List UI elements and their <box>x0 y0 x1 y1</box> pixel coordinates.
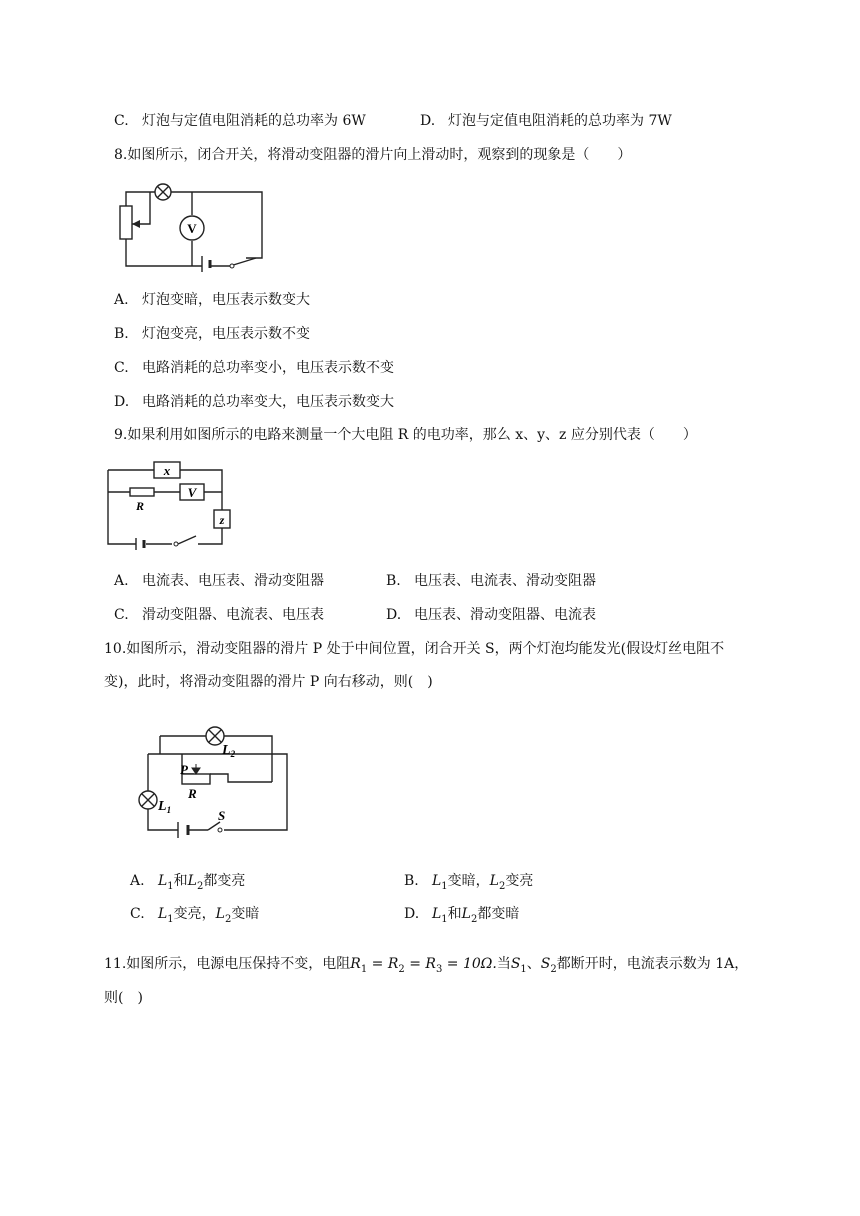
option-label: D. <box>404 906 420 922</box>
option-label: D. <box>420 113 436 129</box>
q10-option-b[interactable] <box>404 871 533 897</box>
q10-slider-arrow <box>192 764 200 774</box>
option-label: A. <box>114 292 129 308</box>
q10-s-label: S <box>218 808 226 823</box>
option-label: C. <box>114 113 129 129</box>
var-l: L <box>187 873 197 889</box>
sub: 2 <box>470 913 478 925</box>
sub: 2 <box>196 880 204 892</box>
q9-y-label: V <box>187 485 197 500</box>
text: 和 <box>173 873 188 889</box>
q7-option-d[interactable] <box>420 111 672 131</box>
q8-stem: 8.如图所示，闭合开关，将滑动变阻器的滑片向上滑动时，观察到的现象是（ ） <box>114 147 632 163</box>
var-l: L <box>489 873 499 889</box>
q9-r-label: R <box>135 499 145 513</box>
q7-option-c[interactable] <box>114 111 366 131</box>
sub: 1 <box>167 880 174 892</box>
var-l: L <box>215 906 225 922</box>
q9-stem: 9.如果利用如图所示的电路来测量一个大电阻 R 的电功率，那么 x、y、z 应分别代表（ ） <box>114 427 697 443</box>
var-l: L <box>158 873 168 889</box>
sub: 2 <box>550 963 557 975</box>
sub: 1 <box>167 913 174 925</box>
text: 变暗 <box>231 906 260 922</box>
q10-lamp-l1-icon <box>139 791 157 809</box>
sub: 3 <box>435 963 443 975</box>
q9-switch-icon <box>174 542 178 546</box>
q8-battery-icon <box>202 256 210 272</box>
option-text: 电路消耗的总功率变小，电压表示数不变 <box>142 360 394 376</box>
option-text: 电路消耗的总功率变大，电压表示数变大 <box>142 394 394 410</box>
q9-resistor-r <box>130 488 154 496</box>
var-l: L <box>158 906 168 922</box>
q10-option-a[interactable] <box>130 871 245 897</box>
option-label: C. <box>114 607 129 623</box>
q9-z-label: z <box>219 513 225 527</box>
var-r: R <box>387 956 399 972</box>
q8-option-d[interactable] <box>114 392 394 412</box>
option-label: B. <box>386 573 401 589</box>
q9-circuit-diagram <box>106 458 246 550</box>
var-l: L <box>432 906 442 922</box>
option-text: 灯泡与定值电阻消耗的总功率为 7W <box>448 113 672 129</box>
option-label: B. <box>114 326 129 342</box>
text: 、 <box>526 956 541 972</box>
var-l: L <box>432 873 442 889</box>
sub: 1 <box>441 913 448 925</box>
text: 变暗， <box>447 873 490 889</box>
q11-stem-line2: 则( ) <box>104 990 143 1006</box>
q8-option-b[interactable] <box>114 324 310 344</box>
q8-switch-icon <box>230 264 234 268</box>
q8-voltmeter-label: V <box>187 221 197 236</box>
option-text: 灯泡变亮，电压表示数不变 <box>142 326 310 342</box>
text: 都断开时，电流表示数为 1A， <box>556 956 749 972</box>
sub: 2 <box>224 913 232 925</box>
q9-x-label: x <box>163 463 171 478</box>
sub: 2 <box>398 963 405 975</box>
value: 10Ω. <box>462 956 497 972</box>
text: 11.如图所示，电源电压保持不变，电阻 <box>104 956 351 972</box>
q9-option-d[interactable] <box>386 605 596 625</box>
text: 和 <box>447 906 462 922</box>
option-text: 电压表、滑动变阻器、电流表 <box>414 607 596 623</box>
option-text: 电压表、电流表、滑动变阻器 <box>414 573 596 589</box>
option-label: B. <box>404 873 419 889</box>
q10-option-c[interactable] <box>130 904 259 930</box>
q10-stem-line2: 变)，此时，将滑动变阻器的滑片 P 向右移动，则( ) <box>104 674 433 690</box>
option-label: C. <box>130 906 145 922</box>
q9-option-c[interactable] <box>114 605 324 625</box>
sub: 1 <box>360 963 368 975</box>
var-r: R <box>425 956 436 972</box>
q8-option-a[interactable] <box>114 290 310 310</box>
q10-circuit-diagram <box>132 722 302 842</box>
q11-stem-line1 <box>104 954 748 980</box>
q10-stem-line1: 10.如图所示，滑动变阻器的滑片 P 处于中间位置，闭合开关 S，两个灯泡均能发光(假设灯丝电阻不 <box>104 641 725 657</box>
q10-option-d[interactable] <box>404 904 519 930</box>
option-text: 灯泡与定值电阻消耗的总功率为 6W <box>142 113 366 129</box>
var-s: S <box>510 956 521 972</box>
q8-rheostat <box>120 206 132 239</box>
eq: = <box>442 956 463 972</box>
sub: 1 <box>520 963 527 975</box>
option-label: C. <box>114 360 129 376</box>
q8-slider-arrow <box>132 220 140 228</box>
option-label: A. <box>114 573 129 589</box>
q9-option-a[interactable] <box>114 571 324 591</box>
option-text: 电流表、电压表、滑动变阻器 <box>142 573 324 589</box>
q10-l2-label: $L_2$ <box>222 743 236 759</box>
text: 都变亮 <box>203 873 246 889</box>
eq: = <box>367 956 388 972</box>
option-label: D. <box>114 394 130 410</box>
text: 变亮 <box>505 873 534 889</box>
text: 都变暗 <box>477 906 520 922</box>
q10-switch-icon <box>218 828 222 832</box>
text: 当 <box>496 956 511 972</box>
var-r: R <box>350 956 361 972</box>
q8-lamp-icon <box>155 184 171 200</box>
option-text: 滑动变阻器、电流表、电压表 <box>142 607 324 623</box>
option-text: 灯泡变暗，电压表示数变大 <box>142 292 310 308</box>
q8-circuit-diagram <box>110 172 270 272</box>
var-l: L <box>461 906 471 922</box>
text: 变亮， <box>173 906 216 922</box>
sub: 1 <box>441 880 448 892</box>
q10-l1-label: $L_1$ <box>158 799 172 815</box>
q9-option-b[interactable] <box>386 571 596 591</box>
q10-r-label: R <box>188 786 197 801</box>
eq: = <box>404 956 426 972</box>
sub: 2 <box>498 880 506 892</box>
q10-p-label: P <box>180 762 188 777</box>
var-s: S <box>540 956 551 972</box>
option-label: A. <box>130 873 145 889</box>
q8-option-c[interactable] <box>114 358 394 378</box>
option-label: D. <box>386 607 402 623</box>
